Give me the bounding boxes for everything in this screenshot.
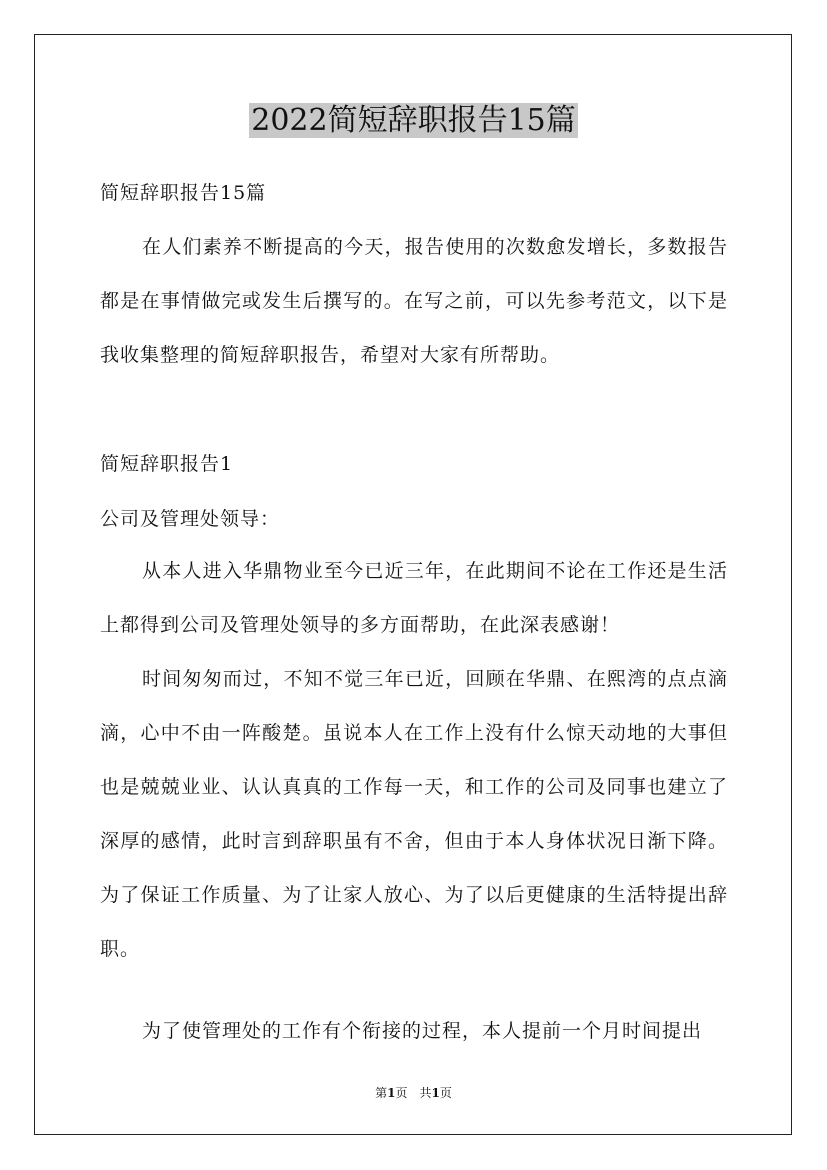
section-heading: 简短辞职报告1 bbox=[100, 453, 234, 475]
document-subtitle: 简短辞职报告15篇 bbox=[100, 182, 267, 204]
salutation: 公司及管理处领导： bbox=[100, 508, 281, 530]
footer-suffix: 页 bbox=[439, 1086, 452, 1100]
page-footer bbox=[0, 1084, 827, 1101]
body-paragraph-1: 从本人进入华鼎物业至今已近三年，在此期间不论在工作还是生活上都得到公司及管理处领导的多方面帮助，在此深表感谢！ bbox=[100, 560, 728, 636]
footer-middle: 页 共 bbox=[395, 1086, 432, 1100]
footer-page-number: 1 bbox=[387, 1086, 396, 1100]
footer-prefix: 第 bbox=[375, 1086, 388, 1100]
intro-paragraph: 在人们素养不断提高的今天，报告使用的次数愈发增长，多数报告都是在事情做完或发生后撰写的。在写之前，可以先参考范文，以下是我收集整理的简短辞职报告，希望对大家有所帮助。 bbox=[100, 236, 728, 366]
document-title-text: 2022简短辞职报告15篇 bbox=[251, 103, 576, 138]
body-paragraph-3: 为了使管理处的工作有个衔接的过程，本人提前一个月时间提出 bbox=[142, 1020, 703, 1042]
body-paragraph-2: 时间匆匆而过，不知不觉三年已近，回顾在华鼎、在熙湾的点点滴滴，心中不由一阵酸楚。虽说本人在工作上没有什么惊天动地的大事但也是兢兢业业、认认真真的工作每一天，和工作的公司及同事也建立了深厚的感情，此时言到辞职虽有不舍，但由于本人身体状况日渐下降。为了保证工作质量、为了让家人放心、为了以后更健康的生活特提出辞职。 bbox=[100, 668, 728, 960]
footer-page-total: 1 bbox=[431, 1086, 440, 1100]
document-title bbox=[0, 100, 827, 142]
